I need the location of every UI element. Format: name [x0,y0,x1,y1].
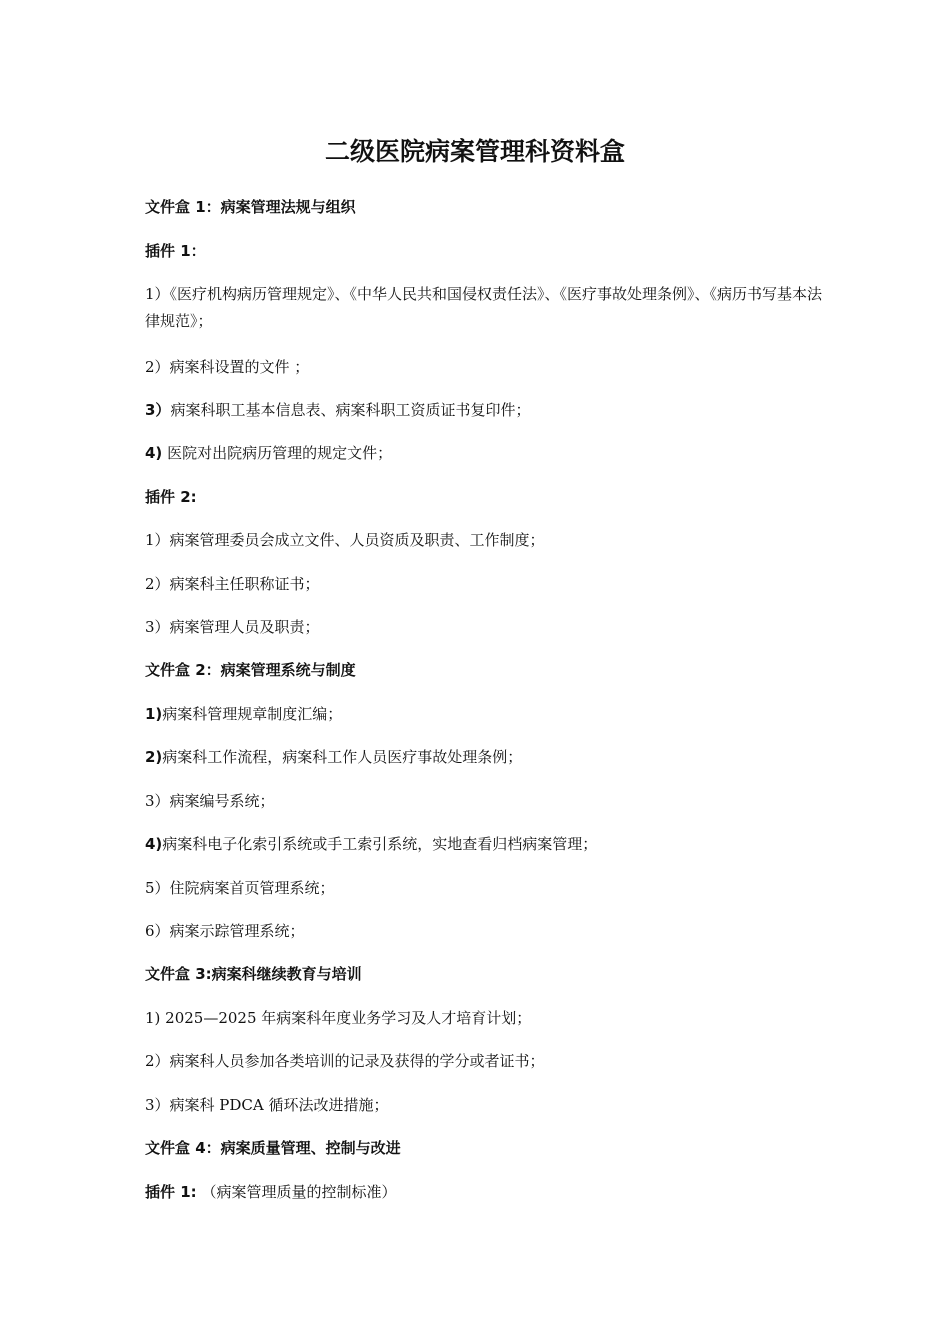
insert-label: 插件 1: [145,1183,197,1201]
list-item: 5）住院病案首页管理系统； [145,879,335,897]
list-item-text: （病案管理质量的控制标准） [196,1183,397,1201]
section-heading-box-3: 文件盒 3:病案科继续教育与培训 [145,965,362,983]
list-item: 1) 2025—2025 年病案科年度业务学习及人才培育计划； [145,1009,532,1027]
list-item-text: 医院对出院病历管理的规定文件； [162,444,393,462]
list-item [145,399,845,421]
list-item: 3）病案编号系统； [145,792,275,810]
insert-heading-2: 插件 2: [145,488,197,506]
section-heading-box-1: 文件盒 1：病案管理法规与组织 [145,198,356,216]
section-heading-box-4: 文件盒 4：病案质量管理、控制与改进 [145,1139,401,1157]
list-item: 2）病案科人员参加各类培训的记录及获得的学分或者证书； [145,1052,545,1070]
list-item: 3）病案管理人员及职责； [145,618,320,636]
list-item: 1）《医疗机构病历管理规定》、《中华人民共和国侵权责任法》、《医疗事故处理条例》、《病历书写基本法律规范》； [145,285,823,330]
list-item-text: 病案科管理规章制度汇编； [162,705,343,723]
list-item [145,703,845,725]
list-item-number: 2) [145,748,163,766]
list-item-text: 病案科工作流程，病案科工作人员医疗事故处理条例； [162,748,523,766]
list-item-text: 病案科电子化索引系统或手工索引系统，实地查看归档病案管理； [162,835,598,853]
list-item-number: 3） [145,401,171,419]
list-item: 1）病案管理委员会成立文件、人员资质及职责、工作制度； [145,531,545,549]
list-item: 2）病案科设置的文件 ； [145,358,310,376]
insert-heading-1: 插件 1： [145,242,206,260]
list-item [145,746,845,768]
section-heading-box-2: 文件盒 2：病案管理系统与制度 [145,661,356,679]
list-item [145,833,845,855]
list-item-number: 1) [145,705,163,723]
list-item-number: 4) [145,835,163,853]
page-title: 二级医院病案管理科资料盒 [324,137,625,166]
list-item-number: 4) [145,444,163,462]
list-item [145,1181,845,1203]
list-item: 3）病案科 PDCA 循环法改进措施； [145,1096,389,1114]
list-item [145,442,845,464]
list-item: 6）病案示踪管理系统； [145,922,305,940]
list-item-text: 病案科职工基本信息表、病案科职工资质证书复印件； [170,401,531,419]
list-item: 2）病案科主任职称证书； [145,575,320,593]
